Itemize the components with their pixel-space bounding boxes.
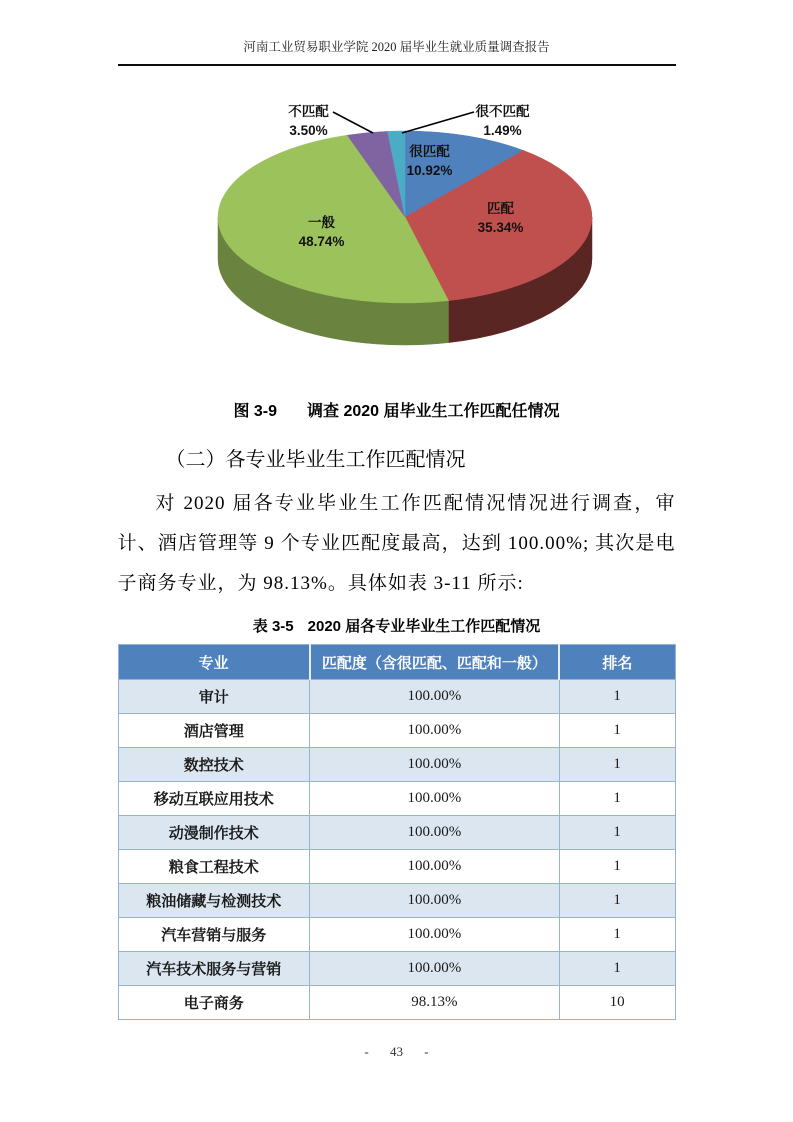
table-caption (118, 618, 676, 636)
pie-slice-label (299, 213, 345, 251)
body-paragraph: 对 2020 届各专业毕业生工作匹配情况情况进行调查，审计、酒店管理等 9 个专业匹配度最高，达到 100.00%; 其次是电子商务专业，为 98.13%。具体如表 3-11 所示: (117, 493, 676, 594)
rank-cell: 1 (559, 782, 675, 816)
major-cell: 移动互联应用技术 (118, 782, 310, 816)
match-rate-table (118, 644, 676, 1020)
pie-chart-svg (118, 80, 676, 400)
table-body (118, 680, 675, 1020)
match-rate-cell: 100.00% (310, 884, 560, 918)
pie-slice-name: 很不匹配 (475, 104, 530, 119)
table-row (118, 850, 675, 884)
document-header (118, 40, 676, 66)
rank-cell: 1 (559, 748, 675, 782)
pie-slice-label (478, 199, 524, 237)
pie-slice-name: 一般 (307, 215, 335, 230)
pie-slice-percent: 10.92% (406, 163, 453, 178)
table-row (118, 816, 675, 850)
figure-caption (118, 402, 676, 422)
table-row (118, 782, 675, 816)
pie-slice-label (407, 142, 453, 180)
column-header-rank: 排名 (559, 645, 675, 680)
rank-cell: 1 (559, 850, 675, 884)
header-title: 河南工业贸易职业学院 2020 届毕业生就业质量调查报告 (243, 40, 550, 54)
table-row (118, 884, 675, 918)
match-rate-cell: 100.00% (310, 918, 560, 952)
pie-label-leader-line (333, 112, 373, 133)
pie-slice-name: 很匹配 (409, 144, 450, 159)
major-cell: 动漫制作技术 (118, 816, 310, 850)
rank-cell: 1 (559, 714, 675, 748)
section-heading: （二）各专业毕业生工作匹配情况 (165, 449, 466, 471)
match-rate-cell: 100.00% (310, 816, 560, 850)
match-rate-cell: 100.00% (310, 680, 560, 714)
major-cell: 粮食工程技术 (118, 850, 310, 884)
rank-cell: 1 (559, 680, 675, 714)
match-rate-cell: 98.13% (310, 986, 560, 1020)
column-header-major: 专业 (118, 645, 310, 680)
table-row (118, 680, 675, 714)
table-row (118, 748, 675, 782)
match-rate-cell: 100.00% (310, 782, 560, 816)
table-header-row (118, 645, 675, 680)
page-content (118, 0, 676, 1060)
major-cell: 数控技术 (118, 748, 310, 782)
pie-slice-name: 匹配 (486, 201, 514, 216)
table-caption-label: 表 3-5 (252, 618, 294, 635)
major-cell: 汽车营销与服务 (118, 918, 310, 952)
match-rate-cell: 100.00% (310, 748, 560, 782)
rank-cell: 1 (559, 816, 675, 850)
rank-cell: 10 (559, 986, 675, 1020)
pie-slice-label (288, 102, 329, 140)
match-rate-cell: 100.00% (310, 952, 560, 986)
table-row (118, 714, 675, 748)
table-row (118, 952, 675, 986)
pie-slice-percent: 35.34% (477, 220, 524, 235)
major-cell: 电子商务 (118, 986, 310, 1020)
pie-slice-percent: 1.49% (483, 123, 522, 138)
rank-cell: 1 (559, 918, 675, 952)
pie-slice-percent: 48.74% (298, 234, 345, 249)
major-cell: 审计 (118, 680, 310, 714)
table-row (118, 986, 675, 1020)
rank-cell: 1 (559, 884, 675, 918)
major-cell: 酒店管理 (118, 714, 310, 748)
figure-caption-text: 调查 2020 届毕业生工作匹配任情况 (307, 403, 560, 420)
table-header (118, 645, 675, 680)
table-caption-text: 2020 届各专业毕业生工作匹配情况 (307, 618, 541, 635)
pie-chart-figure (118, 80, 676, 400)
match-rate-cell: 100.00% (310, 714, 560, 748)
major-cell: 汽车技术服务与营销 (118, 952, 310, 986)
figure-caption-label: 图 3-9 (233, 403, 278, 420)
page-number: - 43 - (364, 1044, 429, 1059)
match-rate-cell: 100.00% (310, 850, 560, 884)
pie-slice-percent: 3.50% (289, 123, 328, 138)
pie-slice-label (476, 102, 530, 140)
major-cell: 粮油储藏与检测技术 (118, 884, 310, 918)
pie-slice-name: 不匹配 (288, 104, 329, 119)
rank-cell: 1 (559, 952, 675, 986)
table-row (118, 918, 675, 952)
pie-label-leader-line (402, 112, 474, 133)
column-header-match-rate: 匹配度（含很匹配、匹配和一般） (310, 645, 560, 680)
